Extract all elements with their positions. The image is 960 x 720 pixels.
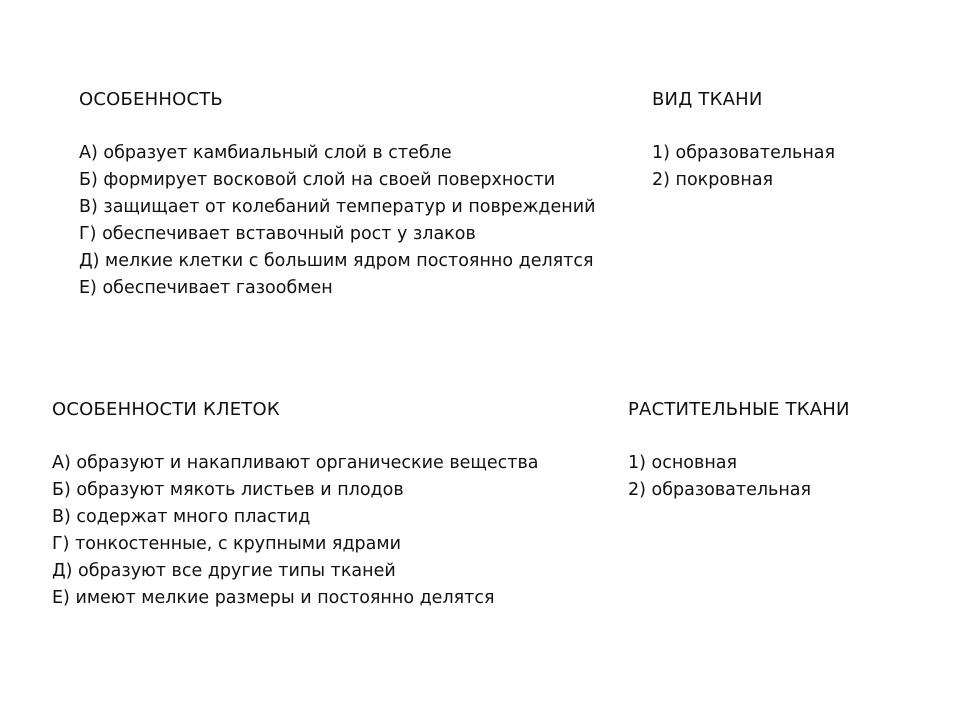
task2-tissue-2: 2) образовательная	[628, 480, 812, 500]
task1-feature-a: А) образует камбиальный слой в стебле	[79, 143, 452, 163]
task2-feature-g: Г) тонкостенные, с крупными ядрами	[52, 534, 401, 554]
task1-features-column	[79, 86, 599, 302]
task2-cell-features-column	[52, 396, 612, 612]
task1-feature-g: Г) обеспечивает вставочный рост у злаков	[79, 224, 476, 244]
task1-tissue-column	[652, 86, 912, 194]
task1-feature-e: Е) обеспечивает газообмен	[79, 278, 333, 298]
task1-features-list	[79, 140, 599, 302]
task2-cell-features-list	[52, 450, 612, 612]
task2-tissue-1: 1) основная	[628, 453, 738, 473]
task2-feature-e: Е) имеют мелкие размеры и постоянно делятся	[52, 588, 495, 608]
task1-tissue-list	[652, 140, 912, 194]
task1-feature-d: Д) мелкие клетки с большим ядром постоянно делятся	[79, 251, 594, 271]
task1-tissue-heading: ВИД ТКАНИ	[652, 89, 763, 110]
task2-feature-a: А) образуют и накапливают органические вещества	[52, 453, 539, 473]
task1-tissue-2: 2) покровная	[652, 170, 774, 190]
task2-feature-d: Д) образуют все другие типы тканей	[52, 561, 396, 581]
task1-tissue-1: 1) образовательная	[652, 143, 836, 163]
task2-cell-features-heading: ОСОБЕННОСТИ КЛЕТОК	[52, 399, 280, 420]
task1-features-heading: ОСОБЕННОСТЬ	[79, 89, 223, 110]
task2-feature-v: В) содержат много пластид	[52, 507, 311, 527]
task2-plant-tissue-column	[628, 396, 928, 504]
task2-plant-tissue-list	[628, 450, 928, 504]
task1-feature-b: Б) формирует восковой слой на своей поверхности	[79, 170, 556, 190]
task1-feature-v: В) защищает от колебаний температур и повреждений	[79, 197, 596, 217]
task2-plant-tissue-heading: РАСТИТЕЛЬНЫЕ ТКАНИ	[628, 399, 850, 420]
task2-feature-b: Б) образуют мякоть листьев и плодов	[52, 480, 404, 500]
